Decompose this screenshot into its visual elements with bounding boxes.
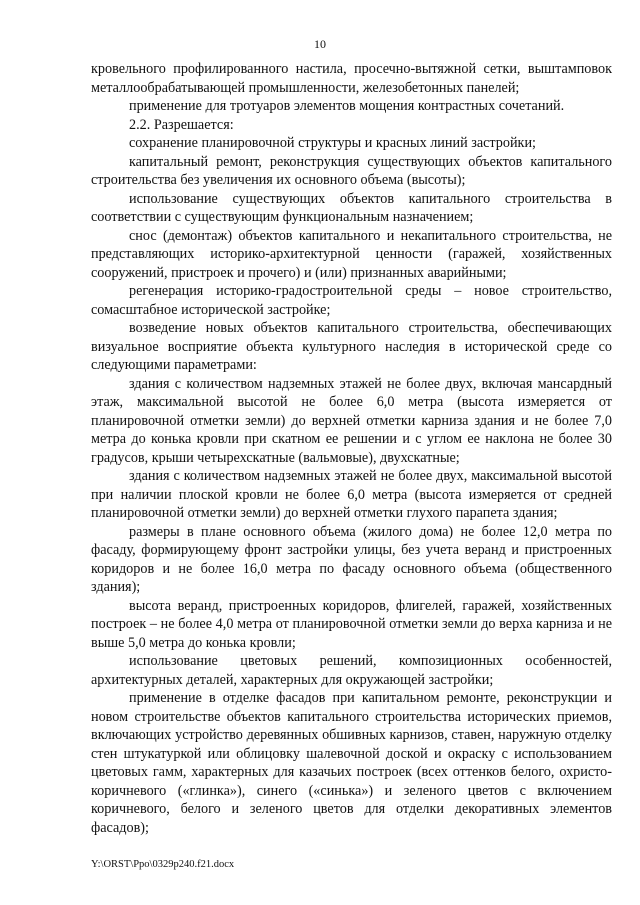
paragraph: использование цветовых решений, композиционных особенностей, архитектурных деталей, характерных для окружающей застройки; <box>91 653 612 688</box>
paragraph: возведение новых объектов капитального строительства, обеспечивающих визуальное восприятие объекта культурного наследия в исторической среде со следующими параметрами: <box>91 320 612 373</box>
document-body <box>91 60 612 837</box>
page-number: 10 <box>314 37 326 51</box>
section-heading: 2.2. Разрешается: <box>129 116 234 133</box>
paragraph: применение в отделке фасадов при капитальном ремонте, реконструкции и новом строительстве объектов капитального строительства исторических приемов, включающих устройство деревянных обшивных карнизов, ставен, наружную отделку стен штукатуркой или облицовку шалевочной доской и окраску с использованием цветовых гамм, характерных для казачьих построек (всех оттенков белого, охристо-коричневого («глинка»), синего («синька») и зеленого цветов с включением коричневого, белого и зеленого цветов для отделки декоративных элементов фасадов); <box>91 690 612 836</box>
paragraph: использование существующих объектов капитального строительства в соответствии с существующим функциональным назначением; <box>91 190 612 225</box>
file-path-footer: Y:\ORST\Ppo\0329p240.f21.docx <box>91 859 235 870</box>
paragraph: высота веранд, пристроенных коридоров, флигелей, гаражей, хозяйственных построек – не более 4,0 метра от планировочной отметки земли до верха карниза и не выше 5,0 метра до конька кровли; <box>91 597 612 651</box>
paragraph: здания с количеством надземных этажей не более двух, максимальной высотой при наличии плоской кровли не более 6,0 метра (высота измеряется от средней планировочной отметки земли) до верхней отметки глухого парапета здания; <box>91 468 612 521</box>
paragraph: сохранение планировочной структуры и красных линий застройки; <box>129 135 536 151</box>
paragraph: снос (демонтаж) объектов капитального и некапитального строительства, не представляющих историко-архитектурной ценности (гаражей, хозяйственных сооружений, пристроек и прочего) и (или) признанных аварийными; <box>91 227 612 281</box>
paragraph: капитальный ремонт, реконструкция существующих объектов капитального строительства без увеличения их основного объема (высоты); <box>91 153 612 188</box>
paragraph: применение для тротуаров элементов мощения контрастных сочетаний. <box>129 98 565 114</box>
paragraph: здания с количеством надземных этажей не более двух, включая мансардный этаж, максимальной высотой не более 6,0 метра (высота измеряется от планировочной отметки земли) до верхней отметки карниза здания и не более 7,0 метра до конька кровли при скатном ее решении и с углом ее наклона не более 30 градусов, крыши четырехскатные (вальмовые), двухскатные; <box>91 375 612 466</box>
paragraph: регенерация историко-градостроительной среды – новое строительство, сомасштабное исторической застройке; <box>91 283 612 318</box>
paragraph: размеры в плане основного объема (жилого дома) не более 12,0 метра по фасаду, формирующему фронт застройки улицы, без учета веранд и пристроенных коридоров и не более 16,0 метра по фасаду основного объема (общественного здания); <box>91 523 612 595</box>
paragraph: кровельного профилированного настила, просечно-вытяжной сетки, выштамповок металлообрабатывающей промышленности, железобетонных панелей; <box>91 61 612 96</box>
